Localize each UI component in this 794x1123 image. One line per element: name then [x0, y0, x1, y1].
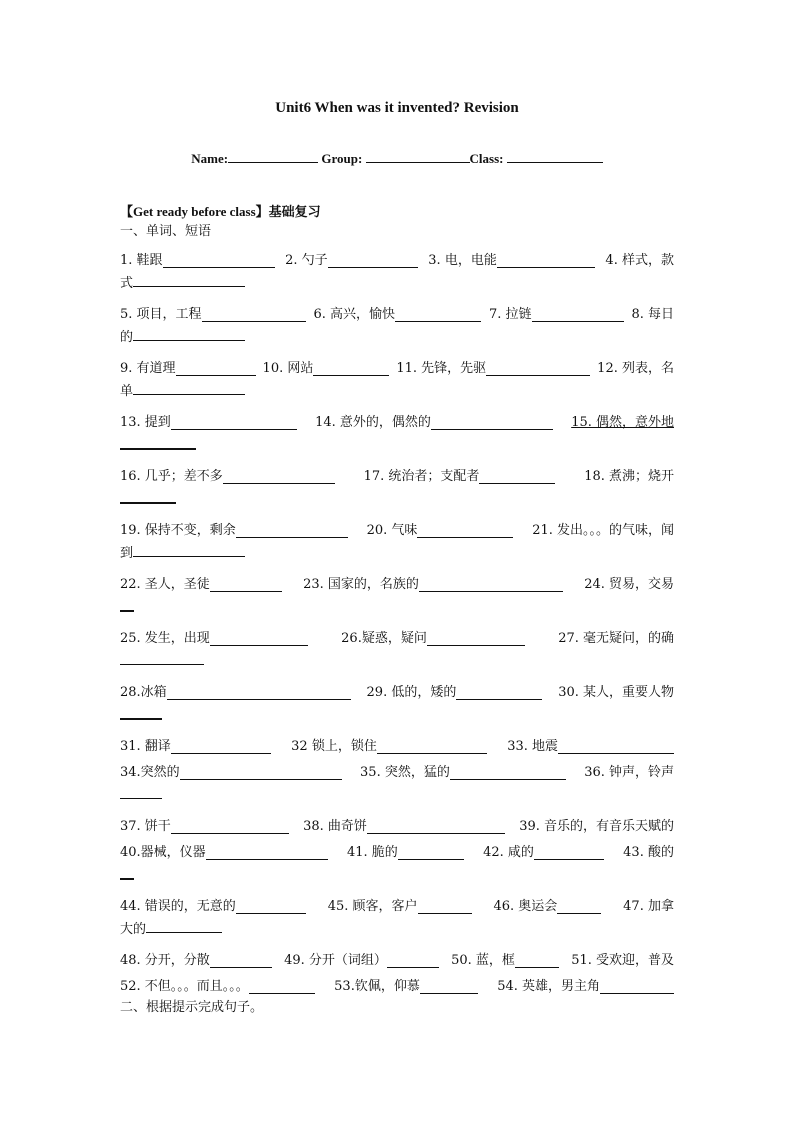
vocab-prompt: 11. 先锋，先驱	[396, 361, 487, 376]
vocab-prompt: 18. 煮沸；烧开	[584, 469, 674, 484]
vocab-item	[558, 682, 674, 704]
vocab-prompt: 37. 饼干	[120, 819, 171, 834]
answer-blank[interactable]	[146, 918, 222, 933]
vocab-prompt: 20. 气味	[366, 523, 418, 538]
group-label: Group:	[321, 151, 363, 166]
vocab-prompt: 46. 奥运会	[493, 899, 558, 914]
group-blank[interactable]	[366, 150, 470, 163]
answer-blank[interactable]	[180, 765, 342, 780]
answer-blank[interactable]	[456, 685, 542, 700]
vocab-row	[120, 246, 674, 272]
vocab-row-continuation	[120, 650, 674, 678]
answer-blank[interactable]	[210, 631, 308, 646]
vocab-item	[120, 736, 271, 758]
answer-blank[interactable]	[427, 631, 525, 646]
answer-blank[interactable]	[167, 685, 351, 700]
vocab-prompt: 43. 酸的	[623, 845, 674, 860]
answer-blank[interactable]	[133, 380, 245, 395]
vocab-prompt: 32 锁上，锁住	[291, 739, 377, 754]
vocab-prompt: 33. 地震	[507, 739, 558, 754]
vocab-prompt: 41. 脆的	[346, 845, 398, 860]
student-info-line	[0, 150, 794, 167]
vocab-item	[120, 358, 256, 380]
vocab-row	[120, 946, 674, 972]
vocab-item	[313, 304, 481, 326]
answer-blank[interactable]	[515, 953, 559, 968]
answer-blank[interactable]	[120, 704, 162, 720]
answer-blank[interactable]	[236, 899, 306, 914]
vocab-row	[120, 408, 674, 434]
answer-blank[interactable]	[176, 361, 256, 376]
answer-blank[interactable]	[120, 864, 134, 880]
vocab-prompt: 13. 提到	[120, 415, 171, 430]
vocab-row-continuation	[120, 488, 674, 516]
vocab-item	[519, 816, 674, 838]
vocab-item	[367, 682, 543, 704]
vocab-item	[120, 466, 335, 488]
section-heading-sentences: 二、根据提示完成句子。	[120, 1000, 264, 1015]
vocab-item	[291, 736, 487, 758]
vocab-item	[120, 628, 308, 650]
vocab-prompt: 5. 项目，工程	[120, 307, 202, 322]
vocab-item	[584, 466, 674, 488]
answer-blank[interactable]	[367, 819, 505, 834]
vocab-prompt: 9. 有道理	[120, 361, 176, 376]
class-blank[interactable]	[507, 150, 603, 163]
answer-blank[interactable]	[486, 361, 590, 376]
vocab-item	[315, 412, 553, 434]
answer-blank[interactable]	[532, 307, 624, 322]
answer-blank[interactable]	[420, 979, 478, 994]
answer-blank[interactable]	[206, 845, 328, 860]
vocab-item	[451, 950, 559, 972]
answer-blank[interactable]	[419, 577, 563, 592]
vocab-prompt: 48. 分开，分散	[120, 953, 210, 968]
vocab-prompt: 24. 贸易，交易	[584, 577, 674, 592]
vocab-prompt: 27. 毫无疑问，的确	[558, 631, 674, 646]
answer-blank[interactable]	[236, 523, 348, 538]
answer-blank[interactable]	[120, 488, 176, 504]
vocab-item	[120, 574, 282, 596]
vocab-prompt: 16. 几乎；差不多	[120, 469, 223, 484]
vocab-prompt: 17. 统治者；支配者	[363, 469, 480, 484]
answer-blank[interactable]	[202, 307, 306, 322]
answer-blank[interactable]	[163, 253, 275, 268]
answer-blank[interactable]	[377, 739, 487, 754]
vocab-prompt: 10. 网站	[262, 361, 314, 376]
vocab-prompt: 大的	[120, 922, 147, 937]
vocab-row	[120, 758, 674, 784]
answer-blank[interactable]	[600, 979, 674, 994]
vocab-item	[428, 250, 595, 272]
vocab-prompt: 2. 勺子	[285, 253, 328, 268]
vocab-item	[285, 250, 418, 272]
section-subheading-words: 一、单词、短语	[120, 224, 212, 239]
answer-blank[interactable]	[431, 415, 553, 430]
vocab-item	[489, 304, 624, 326]
vocab-prompt: 31. 翻译	[120, 739, 171, 754]
vocab-prompt: 6. 高兴，愉快	[313, 307, 396, 322]
vocab-item	[597, 358, 674, 380]
vocab-prompt: 30. 某人，重要人物	[558, 685, 674, 700]
vocab-item	[120, 976, 315, 998]
answer-blank[interactable]	[249, 979, 315, 994]
vocab-item	[623, 842, 674, 864]
vocab-row-continuation	[120, 784, 674, 812]
vocab-item	[623, 896, 674, 918]
vocab-item	[303, 574, 563, 596]
vocab-prompt: 35. 突然，猛的	[360, 765, 450, 780]
vocab-prompt: 19. 保持不变，剩余	[120, 523, 236, 538]
vocab-item	[120, 250, 275, 272]
answer-blank[interactable]	[328, 253, 418, 268]
vocab-prompt: 14. 意外的，偶然的	[315, 415, 431, 430]
answer-blank[interactable]	[418, 899, 472, 914]
worksheet-title: Unit6 When was it invented? Revision	[275, 100, 519, 116]
answer-blank[interactable]	[171, 739, 271, 754]
vocab-prompt: 53.钦佩，仰慕	[334, 979, 420, 994]
vocab-item	[367, 520, 514, 542]
vocab-item	[120, 842, 328, 864]
vocab-row	[120, 462, 674, 488]
vocab-prompt: 的	[120, 330, 134, 345]
vocab-prompt: 52. 不但。。。而且。。。	[120, 979, 249, 994]
answer-blank[interactable]	[387, 953, 439, 968]
vocab-prompt: 50. 蓝，框	[451, 953, 515, 968]
vocab-prompt: 26.疑惑，疑问	[341, 631, 427, 646]
vocab-item	[493, 896, 601, 918]
vocab-row	[120, 812, 674, 838]
vocab-row-continuation	[120, 596, 674, 624]
vocab-item	[364, 466, 556, 488]
answer-blank[interactable]	[120, 784, 162, 799]
vocab-row	[120, 678, 674, 704]
answer-blank[interactable]	[497, 253, 595, 268]
vocab-row	[120, 300, 674, 326]
vocab-item	[120, 304, 306, 326]
vocab-prompt: 47. 加拿	[623, 899, 674, 914]
answer-blank[interactable]	[133, 272, 245, 287]
vocab-prompt: 3. 电，电能	[428, 253, 497, 268]
vocab-row	[120, 624, 674, 650]
vocab-prompt: 23. 国家的，名族的	[303, 577, 419, 592]
vocab-prompt: 式	[120, 276, 134, 291]
answer-blank[interactable]	[395, 307, 481, 322]
vocab-item	[334, 976, 478, 998]
vocab-item	[263, 358, 390, 380]
vocab-row	[120, 972, 674, 998]
answer-blank[interactable]	[557, 899, 601, 914]
vocab-row-continuation	[120, 272, 674, 300]
vocab-item	[120, 520, 348, 542]
vocab-prompt: 28.冰箱	[120, 685, 167, 700]
vocab-prompt: 49. 分开（词组）	[284, 953, 387, 968]
vocab-item	[584, 574, 674, 596]
vocab-item	[120, 412, 297, 434]
answer-blank[interactable]	[534, 845, 604, 860]
answer-blank[interactable]	[450, 765, 566, 780]
vocab-item	[120, 682, 351, 704]
vocab-item	[571, 950, 674, 972]
vocab-item	[396, 358, 590, 380]
vocab-prompt: 38. 曲奇饼	[303, 819, 367, 834]
answer-blank[interactable]	[479, 469, 555, 484]
vocab-prompt: 22. 圣人，圣徒	[120, 577, 210, 592]
vocab-item	[571, 412, 674, 434]
vocab-prompt: 29. 低的，矮的	[366, 685, 457, 700]
vocab-item	[341, 628, 525, 650]
answer-blank[interactable]	[120, 434, 196, 450]
vocab-prompt: 39. 音乐的，有音乐天赋的	[519, 819, 674, 834]
vocab-prompt: 45. 顾客，客户	[327, 899, 418, 914]
answer-blank[interactable]	[171, 819, 289, 834]
answer-blank[interactable]	[210, 953, 272, 968]
vocab-prompt: 1. 鞋跟	[120, 253, 163, 268]
vocab-row	[120, 570, 674, 596]
vocab-prompt: 40.器械，仪器	[120, 845, 206, 860]
answer-blank[interactable]	[398, 845, 464, 860]
vocab-row-continuation	[120, 918, 674, 946]
vocab-row	[120, 516, 674, 542]
vocab-row	[120, 732, 674, 758]
vocab-item	[483, 842, 604, 864]
section-heading-prep: 【Get ready before class】基础复习	[120, 204, 321, 219]
vocab-prompt: 8. 每日	[631, 307, 674, 322]
answer-blank[interactable]	[558, 739, 674, 754]
vocab-item	[303, 816, 505, 838]
vocab-item	[532, 520, 674, 542]
class-label: Class:	[469, 151, 504, 166]
vocab-row-continuation	[120, 864, 674, 892]
vocab-item	[120, 816, 289, 838]
vocab-prompt: 34.突然的	[120, 765, 180, 780]
vocab-row-continuation	[120, 704, 674, 732]
vocab-row	[120, 838, 674, 864]
vocab-row-continuation	[120, 380, 674, 408]
vocab-row-continuation	[120, 542, 674, 570]
vocab-prompt: 42. 咸的	[483, 845, 534, 860]
vocab-item	[507, 736, 674, 758]
vocab-prompt: 36. 钟声，铃声	[584, 765, 674, 780]
answer-blank[interactable]	[133, 326, 245, 341]
vocab-item	[605, 250, 674, 272]
answer-blank[interactable]	[417, 523, 513, 538]
vocab-prompt: 44. 错误的，无意的	[120, 899, 236, 914]
vocab-prompt: 12. 列表，名	[597, 361, 674, 376]
name-blank[interactable]	[228, 150, 318, 163]
vocab-prompt: 单	[120, 384, 134, 399]
vocab-item	[558, 628, 674, 650]
vocab-item	[631, 304, 674, 326]
answer-blank[interactable]	[120, 650, 204, 665]
answer-blank[interactable]	[120, 596, 134, 612]
vocab-row	[120, 892, 674, 918]
vocab-prompt: 到	[120, 546, 134, 561]
vocab-prompt: 4. 样式，款	[605, 253, 674, 268]
vocab-item	[328, 896, 472, 918]
vocab-item	[497, 976, 674, 998]
vocab-prompt: 54. 英雄，男主角	[497, 979, 600, 994]
vocab-item	[360, 762, 566, 784]
vocab-item	[120, 950, 272, 972]
vocab-list	[120, 246, 674, 998]
vocab-prompt: 21. 发出。。。的气味，闻	[532, 523, 674, 538]
answer-blank[interactable]	[133, 542, 245, 557]
answer-blank[interactable]	[171, 415, 297, 430]
vocab-row	[120, 354, 674, 380]
vocab-item	[120, 896, 306, 918]
answer-blank[interactable]	[223, 469, 335, 484]
vocab-row-continuation	[120, 326, 674, 354]
name-label: Name:	[191, 151, 229, 166]
vocab-item	[120, 762, 342, 784]
vocab-item	[347, 842, 464, 864]
vocab-prompt: 15. 偶然，意外地	[571, 415, 674, 430]
vocab-prompt: 51. 受欢迎，普及	[571, 953, 674, 968]
vocab-prompt: 7. 拉链	[488, 307, 532, 322]
vocab-item	[284, 950, 439, 972]
vocab-item	[584, 762, 674, 784]
answer-blank[interactable]	[210, 577, 282, 592]
answer-blank[interactable]	[313, 361, 389, 376]
vocab-row-continuation	[120, 434, 674, 462]
vocab-prompt: 25. 发生，出现	[120, 631, 210, 646]
